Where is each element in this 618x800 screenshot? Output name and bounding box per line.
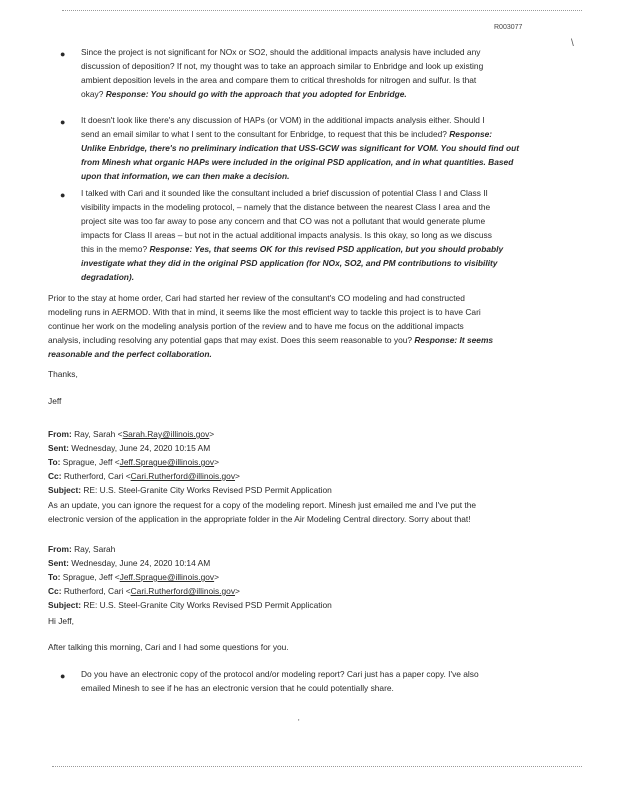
email-address: Cari.Rutherford@illinois.gov — [130, 471, 236, 481]
body-text: RE: U.S. Steel-Granite City Works Revised PSD Permit Application — [83, 600, 332, 610]
body-text: It doesn't look like there's any discussion of HAPs (or VOM) in the additional impacts analysis either. Should I — [81, 115, 485, 125]
text-line — [81, 87, 483, 101]
email-address: Jeff.Sprague@illinois.gov — [119, 572, 215, 582]
paragraph-update — [48, 498, 476, 526]
text-line — [81, 667, 479, 681]
body-text: Do you have an electronic copy of the protocol and/or modeling report? Cari just has a paper copy. I've also — [81, 669, 479, 679]
body-text: Prior to the stay at home order, Cari had started her review of the consultant's CO modeling and had constructed — [48, 293, 465, 303]
response-text: Unlike Enbridge, there's no preliminary indication that USS-GCW was significant for VOM. You should find out — [81, 143, 519, 153]
bullet-deposition — [81, 45, 483, 101]
text-line — [48, 512, 476, 526]
email-header-2 — [48, 542, 332, 612]
text-line — [48, 305, 493, 319]
field-label: Cc: — [48, 586, 64, 596]
email-address: Sarah.Ray@illinois.gov — [122, 429, 210, 439]
email-address: Cari.Rutherford@illinois.gov — [130, 586, 236, 596]
field-label: To: — [48, 457, 63, 467]
text-line — [48, 598, 332, 612]
body-text: Sprague, Jeff < — [62, 457, 120, 467]
text-line — [81, 113, 519, 127]
text-line — [48, 584, 332, 598]
text-line — [81, 45, 483, 59]
bates-number: R003077 — [494, 24, 523, 31]
body-text: I talked with Cari and it sounded like the consultant included a brief discussion of potential Class I and Class II — [81, 188, 488, 198]
response-text: Response: — [449, 129, 493, 139]
body-text: emailed Minesh to see if he has an electronic version that he could potentially share. — [81, 683, 394, 693]
bullet-electronic-copy — [81, 667, 479, 695]
body-text: Wednesday, June 24, 2020 10:15 AM — [71, 443, 211, 453]
text-line — [48, 455, 332, 469]
response-text: from Minesh what organic HAPs were included in the original PSD application, and in what quantities. Based — [81, 157, 514, 167]
text-line — [81, 681, 479, 695]
bottom-scan-border — [52, 766, 582, 767]
body-text: > — [209, 429, 215, 439]
response-text: Response: Yes, that seems OK for this revised PSD application, but you should probably — [149, 244, 504, 254]
field-label: To: — [48, 572, 63, 582]
response-text: investigate what they did in the original PSD application (for NOx, SO2, and PM contributions to visibility — [81, 258, 498, 268]
body-text: Sprague, Jeff < — [62, 572, 120, 582]
response-text: Response: It seems — [414, 335, 494, 345]
bullet-haps — [81, 113, 519, 183]
greeting: Hi Jeff, — [48, 616, 74, 626]
body-text: Since the project is not significant for NOx or SO2, should the additional impacts analysis have included any — [81, 47, 481, 57]
text-line — [81, 228, 503, 242]
body-text: analysis, including resolving any potential gaps that may exist. Does this seem reasonable to you? — [48, 335, 415, 345]
text-line — [48, 556, 332, 570]
signature: Jeff — [48, 396, 62, 406]
text-line — [81, 200, 503, 214]
email-header-1 — [48, 427, 332, 497]
body-text: visibility impacts in the modeling protocol, – namely that the distance between the nearest Class I area and the — [81, 202, 491, 212]
body-text: discussion of deposition? If not, my thought was to take an approach similar to Enbridge and look up existing — [81, 61, 484, 71]
text-line — [81, 242, 503, 256]
body-text: send an email similar to what I sent to the consultant for Enbridge, to request that this be included? — [81, 129, 450, 139]
text-line — [48, 441, 332, 455]
field-label: Cc: — [48, 471, 64, 481]
response-text: upon that information, we can then make a decision. — [81, 171, 290, 181]
text-line — [48, 333, 493, 347]
body-text: impacts for Class II areas – but not in the actual additional impacts analysis. Is this okay, so long as we discuss — [81, 230, 492, 240]
body-text: okay? — [81, 89, 106, 99]
body-text: > — [235, 586, 240, 596]
body-text: this in the memo? — [81, 244, 150, 254]
text-line — [81, 59, 483, 73]
text-line — [48, 347, 493, 361]
text-line — [81, 256, 503, 270]
bullet-visibility — [81, 186, 503, 284]
text-line — [81, 169, 519, 183]
footer-mark: ' — [298, 718, 300, 727]
field-label: Subject: — [48, 600, 84, 610]
text-line — [81, 73, 483, 87]
text-line — [48, 498, 476, 512]
body-text: > — [214, 457, 220, 467]
text-line — [48, 483, 332, 497]
email-address: Jeff.Sprague@illinois.gov — [119, 457, 215, 467]
text-line — [81, 127, 519, 141]
response-text: Response: You should go with the approach that you adopted for Enbridge. — [105, 89, 407, 99]
text-line — [48, 291, 493, 305]
body-text: Ray, Sarah < — [74, 429, 123, 439]
margin-mark: \ — [571, 38, 574, 49]
text-line — [81, 270, 503, 284]
body-text: electronic version of the application in the appropriate folder in the Air Modeling Central directory. Sorry about that! — [48, 514, 471, 524]
body-text: ambient deposition levels in the area and compare them to critical thresholds for nitrogen and sulfur. Is that — [81, 75, 477, 85]
body-text: > — [235, 471, 240, 481]
text-line — [48, 427, 332, 441]
paragraph-prior — [48, 291, 493, 361]
text-line — [48, 570, 332, 584]
body-text: RE: U.S. Steel-Granite City Works Revised PSD Permit Application — [83, 485, 332, 495]
body-text: Ray, Sarah — [74, 544, 116, 554]
response-text: reasonable and the perfect collaboration. — [48, 349, 212, 359]
body-text: Rutherford, Cari < — [63, 471, 131, 481]
field-label: Sent: — [48, 558, 72, 568]
bullet-symbol: ● — [60, 49, 66, 59]
top-scan-border — [62, 10, 582, 11]
field-label: From: — [48, 544, 75, 554]
response-text: degradation). — [81, 272, 135, 282]
body-text: > — [214, 572, 220, 582]
body-text: project site was too far away to pose any concern and that CO was not a pollutant that would generate plume — [81, 216, 486, 226]
text-line — [81, 214, 503, 228]
text-line — [48, 542, 332, 556]
closing-thanks: Thanks, — [48, 369, 78, 379]
bullet-symbol: ● — [60, 190, 66, 200]
bullet-symbol: ● — [60, 671, 66, 681]
body-text: Wednesday, June 24, 2020 10:14 AM — [71, 558, 211, 568]
field-label: Sent: — [48, 443, 72, 453]
body-text: continue her work on the modeling analysis portion of the review and to have me focus on the additional impacts — [48, 321, 464, 331]
bullet-symbol: ● — [60, 117, 66, 127]
body-text: modeling runs in AERMOD. With that in mind, it seems like the most efficient way to tackle this project is to have Cari — [48, 307, 481, 317]
field-label: From: — [48, 429, 75, 439]
body-text: As an update, you can ignore the request for a copy of the modeling report. Minesh just emailed me and I've put the — [48, 500, 477, 510]
text-line — [81, 141, 519, 155]
field-label: Subject: — [48, 485, 84, 495]
text-line — [48, 469, 332, 483]
text-line — [81, 186, 503, 200]
paragraph-after: After talking this morning, Cari and I had some questions for you. — [48, 642, 289, 652]
text-line — [48, 319, 493, 333]
text-line — [81, 155, 519, 169]
body-text: Rutherford, Cari < — [63, 586, 131, 596]
